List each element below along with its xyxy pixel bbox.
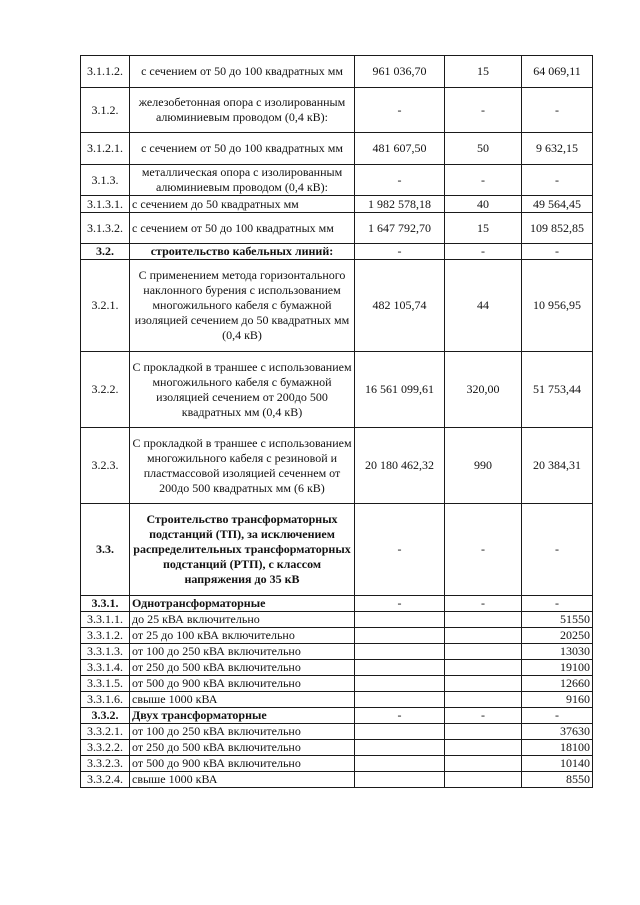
row-cost-cell [355,660,445,676]
row-quantity-cell [445,676,522,692]
row-description-cell: свыше 1000 кВА [130,772,355,788]
row-description-cell: от 500 до 900 кВА включительно [130,676,355,692]
row-cost-cell: 16 561 099,61 [355,352,445,428]
table-row [81,756,593,772]
row-description-cell: металлическая опора с изолированным алюминиевым проводом (0,4 кВ): [130,165,355,196]
row-number-cell: 3.2.3. [81,428,130,504]
row-quantity-cell: 15 [445,56,522,88]
row-rate-cell: 20 384,31 [522,428,593,504]
row-quantity-cell [445,644,522,660]
row-rate-cell: 9 632,15 [522,133,593,165]
row-number-cell: 3.3.1.2. [81,628,130,644]
row-description-cell: железобетонная опора с изолированным алюминиевым проводом (0,4 кВ): [130,88,355,133]
row-quantity-cell: 320,00 [445,352,522,428]
table-row [81,196,593,213]
row-description-cell: С прокладкой в траншее с использованием многожильного кабеля с резиновой и пластмассовой изоляцией сеченнем от 200до 500 квадратных мм (6 кВ) [130,428,355,504]
row-rate-cell: - [522,165,593,196]
row-rate-cell: - [522,244,593,260]
row-description-cell: с сечением от 50 до 100 квадратных мм [130,56,355,88]
row-number-cell: 3.3.1.4. [81,660,130,676]
rates-table-body [81,56,593,788]
table-row [81,213,593,244]
row-description-cell: от 100 до 250 кВА включительно [130,644,355,660]
row-quantity-cell [445,756,522,772]
row-cost-cell: - [355,165,445,196]
table-row [81,504,593,596]
row-cost-cell [355,756,445,772]
table-row [81,724,593,740]
row-rate-cell: - [522,88,593,133]
row-cost-cell [355,676,445,692]
row-number-cell: 3.3.1.1. [81,612,130,628]
row-rate-cell: 64 069,11 [522,56,593,88]
row-description-cell: Двух трансформаторные [130,708,355,724]
row-cost-cell [355,612,445,628]
row-number-cell: 3.3.1.6. [81,692,130,708]
row-number-cell: 3.1.3. [81,165,130,196]
row-cost-cell [355,644,445,660]
row-cost-cell [355,740,445,756]
row-cost-cell: 961 036,70 [355,56,445,88]
row-description-cell: от 500 до 900 кВА включительно [130,756,355,772]
row-rate-cell: 8550 [522,772,593,788]
table-row [81,165,593,196]
row-rate-cell: 10140 [522,756,593,772]
row-quantity-cell: 15 [445,213,522,244]
row-quantity-cell: 40 [445,196,522,213]
table-row [81,676,593,692]
row-quantity-cell: - [445,708,522,724]
table-row [81,772,593,788]
row-quantity-cell: 44 [445,260,522,352]
row-description-cell: С применением метода горизонтального наклонного бурения с использованием многожильного кабеля с бумажной изоляцией сечением до 50 квадратных мм (0,4 кВ) [130,260,355,352]
row-description-cell: от 250 до 500 кВА включительно [130,660,355,676]
row-cost-cell [355,628,445,644]
row-quantity-cell: - [445,88,522,133]
row-quantity-cell [445,612,522,628]
row-quantity-cell: 990 [445,428,522,504]
row-cost-cell: 20 180 462,32 [355,428,445,504]
row-rate-cell: 19100 [522,660,593,676]
row-cost-cell: - [355,88,445,133]
row-number-cell: 3.1.2.1. [81,133,130,165]
row-number-cell: 3.3.1. [81,596,130,612]
row-rate-cell: 12660 [522,676,593,692]
row-rate-cell: 37630 [522,724,593,740]
row-description-cell: Однотрансформаторные [130,596,355,612]
row-cost-cell: - [355,708,445,724]
row-number-cell: 3.3.2.3. [81,756,130,772]
row-quantity-cell [445,692,522,708]
row-cost-cell: - [355,244,445,260]
row-quantity-cell: - [445,165,522,196]
table-row [81,260,593,352]
table-row [81,660,593,676]
row-number-cell: 3.1.3.1. [81,196,130,213]
row-number-cell: 3.2.2. [81,352,130,428]
table-row [81,708,593,724]
row-rate-cell: 9160 [522,692,593,708]
row-rate-cell: 10 956,95 [522,260,593,352]
table-row [81,740,593,756]
row-description-cell: свыше 1000 кВА [130,692,355,708]
row-cost-cell: 1 647 792,70 [355,213,445,244]
row-quantity-cell: - [445,244,522,260]
row-description-cell: от 25 до 100 кВА включительно [130,628,355,644]
row-number-cell: 3.3.1.5. [81,676,130,692]
row-quantity-cell: 50 [445,133,522,165]
row-cost-cell: - [355,596,445,612]
row-description-cell: с сечением до 50 квадратных мм [130,196,355,213]
rates-table [80,55,593,788]
row-rate-cell: - [522,596,593,612]
row-rate-cell: 51 753,44 [522,352,593,428]
table-row [81,612,593,628]
row-rate-cell: - [522,504,593,596]
row-cost-cell [355,724,445,740]
row-description-cell: от 100 до 250 кВА включительно [130,724,355,740]
row-number-cell: 3.1.3.2. [81,213,130,244]
row-description-cell: строительство кабельных линий: [130,244,355,260]
table-row [81,244,593,260]
row-rate-cell: - [522,708,593,724]
row-rate-cell: 109 852,85 [522,213,593,244]
row-quantity-cell: - [445,504,522,596]
row-cost-cell: 481 607,50 [355,133,445,165]
table-row [81,596,593,612]
row-quantity-cell [445,660,522,676]
row-description-cell: с сечением от 50 до 100 квадратных мм [130,133,355,165]
table-row [81,56,593,88]
row-rate-cell: 18100 [522,740,593,756]
row-quantity-cell [445,740,522,756]
row-number-cell: 3.3.2.2. [81,740,130,756]
row-cost-cell [355,772,445,788]
row-number-cell: 3.3.2. [81,708,130,724]
row-rate-cell: 13030 [522,644,593,660]
row-cost-cell: 1 982 578,18 [355,196,445,213]
row-description-cell: до 25 кВА включительно [130,612,355,628]
table-row [81,88,593,133]
table-row [81,352,593,428]
row-description-cell: с сечением от 50 до 100 квадратных мм [130,213,355,244]
table-row [81,428,593,504]
row-cost-cell: 482 105,74 [355,260,445,352]
row-description-cell: от 250 до 500 кВА включительно [130,740,355,756]
row-quantity-cell [445,628,522,644]
row-rate-cell: 51550 [522,612,593,628]
row-number-cell: 3.3.1.3. [81,644,130,660]
row-quantity-cell: - [445,596,522,612]
table-row [81,628,593,644]
table-row [81,692,593,708]
row-rate-cell: 20250 [522,628,593,644]
row-rate-cell: 49 564,45 [522,196,593,213]
row-cost-cell [355,692,445,708]
row-description-cell: С прокладкой в траншее с использованием многожильного кабеля с бумажной изоляцией сечением от 200до 500 квадратных мм (0,4 кВ) [130,352,355,428]
row-quantity-cell [445,724,522,740]
row-number-cell: 3.2. [81,244,130,260]
row-number-cell: 3.3. [81,504,130,596]
row-number-cell: 3.1.2. [81,88,130,133]
row-number-cell: 3.3.2.1. [81,724,130,740]
row-cost-cell: - [355,504,445,596]
row-description-cell: Строительство трансформаторных подстанций (ТП), за исключением распределительных трансформаторных подстанций (РТП), с классом напряжения до 35 кВ [130,504,355,596]
row-number-cell: 3.2.1. [81,260,130,352]
row-number-cell: 3.1.1.2. [81,56,130,88]
table-row [81,644,593,660]
row-number-cell: 3.3.2.4. [81,772,130,788]
table-row [81,133,593,165]
row-quantity-cell [445,772,522,788]
